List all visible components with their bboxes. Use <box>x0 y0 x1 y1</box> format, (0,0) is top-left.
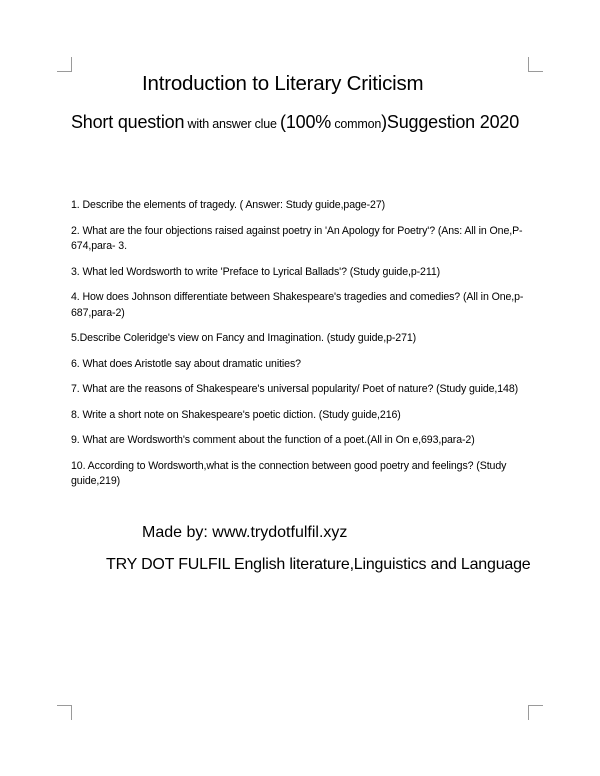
document-title: Introduction to Literary Criticism <box>142 72 424 95</box>
question-item: 8. Write a short note on Shakespeare's poetic diction. (Study guide,216) <box>71 408 401 421</box>
crop-mark-top-left <box>57 57 72 72</box>
subtitle-percent: (100% <box>280 112 332 132</box>
question-item: 2. What are the four objections raised against poetry in 'An Apology for Poetry'? (Ans: All in One,P-674,para- 3. <box>71 224 523 252</box>
question-item: 7. What are the reasons of Shakespeare's universal popularity/ Poet of nature? (Study guide,148) <box>71 383 519 395</box>
subtitle-close-paren: ) <box>381 112 387 132</box>
question-item: 4. How does Johnson differentiate between Shakespeare's tragedies and comedies? (All in One,p-687,para-2) <box>71 291 524 319</box>
made-by-credit: Made by: www.trydotfulfil.xyz <box>142 524 348 541</box>
document-subtitle <box>71 112 519 133</box>
question-item: 6. What does Aristotle say about dramatic unities? <box>71 357 301 370</box>
question-item: 5.Describe Coleridge's view on Fancy and Imagination. (study guide,p-271) <box>71 332 417 344</box>
site-tagline: TRY DOT FULFIL English literature,Linguistics and Language <box>106 556 531 573</box>
crop-mark-top-right <box>528 57 543 72</box>
question-item: 10. According to Wordsworth,what is the connection between good poetry and feelings? (Study guide,219) <box>71 459 507 487</box>
question-item: 9. What are Wordsworth's comment about the function of a poet.(All in On e,693,para-2) <box>71 434 475 446</box>
question-item: 3. What led Wordsworth to write 'Preface to Lyrical Ballads'? (Study guide,p-211) <box>71 265 441 278</box>
crop-mark-bottom-right <box>528 705 543 720</box>
question-item: 1. Describe the elements of tragedy. ( Answer: Study guide,page-27) <box>71 199 386 211</box>
question-list <box>71 198 531 500</box>
crop-mark-bottom-left <box>57 705 72 720</box>
subtitle-short-question: Short question <box>71 112 185 132</box>
subtitle-common: common <box>331 117 382 131</box>
subtitle-suggestion: Suggestion 2020 <box>386 112 520 132</box>
subtitle-answer-clue: with answer clue <box>184 117 281 131</box>
